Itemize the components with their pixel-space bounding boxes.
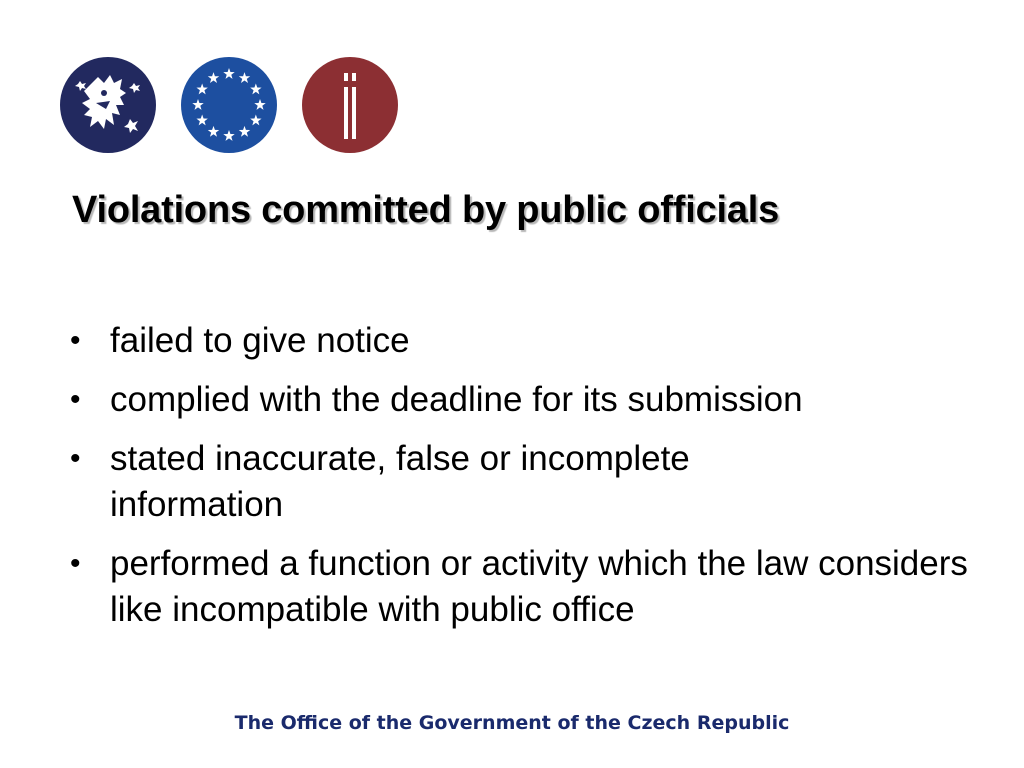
bullet-icon: • — [70, 383, 81, 416]
list-item-text: complied with the deadline for its submission — [110, 380, 803, 419]
bullet-list — [70, 318, 968, 646]
bullet-icon: • — [70, 442, 81, 475]
bullet-icon: • — [70, 324, 81, 357]
list-item — [70, 377, 950, 423]
list-item-text: stated inaccurate, false or incomplete information — [110, 439, 690, 524]
list-item — [70, 541, 970, 633]
logo-row — [60, 57, 398, 153]
eu-stars-icon — [181, 57, 277, 153]
list-item-text: performed a function or activity which the law considers like incompatible with public office — [110, 544, 968, 629]
slide-title: Violations committed by public officials — [72, 189, 780, 231]
list-item-text: failed to give notice — [110, 321, 410, 360]
list-item — [70, 318, 950, 364]
office-emblem-icon — [302, 57, 398, 153]
footer-text: The Office of the Government of the Czech Republic — [234, 712, 790, 734]
bullet-icon: • — [70, 547, 81, 580]
list-item — [70, 436, 830, 528]
czech-lion-emblem-icon — [60, 57, 156, 153]
